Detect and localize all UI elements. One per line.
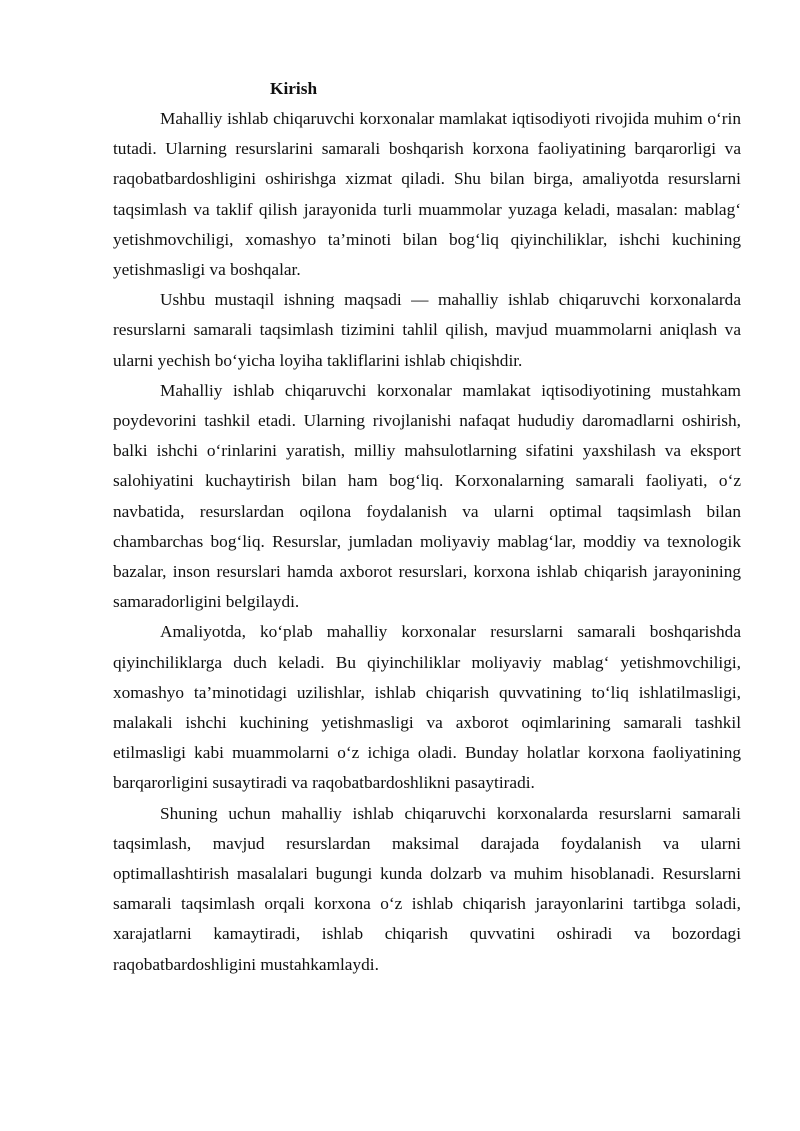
paragraph-5: Shuning uchun mahalliy ishlab chiqaruvchi korxonalarda resurslarni samarali taqsimlash, mavjud resurslardan maksimal darajada foydalanish va ularni optimallashtirish masalalari bugungi kunda dolzarb va muhim hisoblanadi. Resurslarni samarali taqsimlash orqali korxona o‘z ishlab chiqarish jarayonlarini tartibga soladi, xarajatlarni kamaytiradi, ishlab chiqarish quvvatini oshiradi va bozordagi raqobatbardoshligini mustahkamlaydi.: [113, 803, 741, 974]
paragraph-3: Mahalliy ishlab chiqaruvchi korxonalar mamlakat iqtisodiyotining mustahkam poydevorini tashkil etadi. Ularning rivojlanishi nafaqat hududiy daromadlarni oshirish, balki ishchi o‘rinlarini yaratish, milliy mahsulotlarning sifatini yaxshilash va eksport salohiyatini kuchaytirish bilan ham bog‘liq. Korxonalarning samarali faoliyati, o‘z navbatida, resurslardan oqilona foydalanish va ularni optimal taqsimlash bilan chambarchas bog‘liq. Resurslar, jumladan moliyaviy mablag‘lar, moddiy va texnologik bazalar, inson resurslari hamda axborot resurslari, korxona ishlab chiqarish jarayonining samaradorligini belgilaydi.: [113, 380, 741, 612]
paragraph-1: Mahalliy ishlab chiqaruvchi korxonalar mamlakat iqtisodiyoti rivojida muhim o‘rin tutadi. Ularning resurslarini samarali boshqarish korxona faoliyatining barqarorligi va raqobatbardoshligini oshirishga xizmat qiladi. Shu bilan birga, amaliyotda resurslarni taqsimlash va taklif qilish jarayonida turli muammolar yuzaga keladi, masalan: mablag‘ yetishmovchiligi, xomashyo ta’minoti bilan bog‘liq qiyinchiliklar, ishchi kuchining yetishmasligi va boshqalar.: [113, 109, 741, 280]
paragraph-2: Ushbu mustaqil ishning maqsadi — mahalliy ishlab chiqaruvchi korxonalarda resurslarni samarali taqsimlash tizimini tahlil qilish, mavjud muammolarni aniqlash va ularni yechish bo‘yicha loyiha takliflarini ishlab chiqishdir.: [113, 290, 741, 370]
section-heading: Kirish: [270, 79, 318, 98]
paragraph-4: Amaliyotda, ko‘plab mahalliy korxonalar resurslarni samarali boshqarishda qiyinchiliklarga duch keladi. Bu qiyinchiliklar moliyaviy mablag‘ yetishmovchiligi, xomashyo ta’minotidagi uzilishlar, ishlab chiqarish quvvatining to‘liq ishlatilmasligi, malakali ishchi kuchining yetishmasligi va axborot oqimlarining samarali tashkil etilmasligi kabi muammolarni o‘z ichiga oladi. Bunday holatlar korxona faoliyatining barqarorligini susaytiradi va raqobatbardoshlikni pasaytiradi.: [113, 622, 741, 793]
document-page: [113, 74, 741, 980]
